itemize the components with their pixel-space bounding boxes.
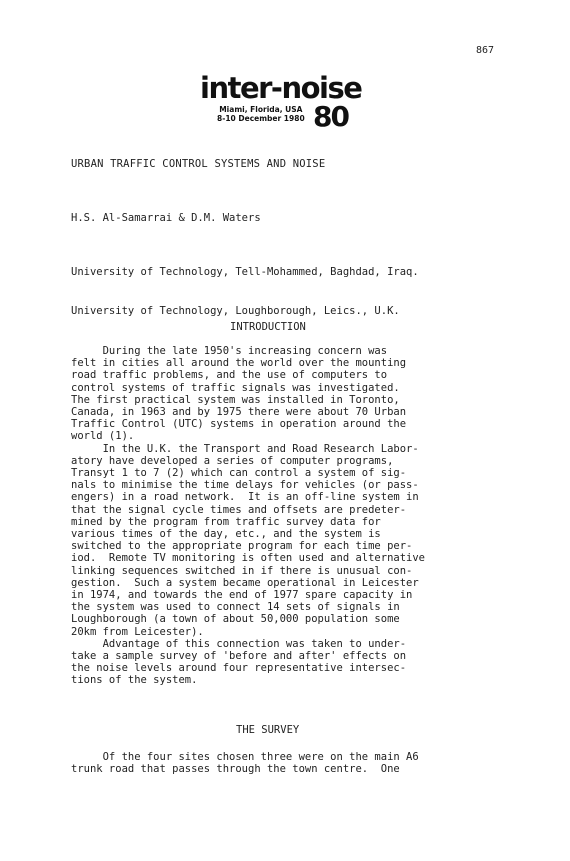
text-line: Transyt 1 to 7 (2) which can control a system of sig- <box>71 467 407 480</box>
logo-subtitle <box>217 105 305 123</box>
text-line: atory have developed a series of computer programs, <box>71 454 394 467</box>
text-line: control systems of traffic signals was investigated. <box>71 381 400 394</box>
text-line: road traffic problems, and the use of computers to <box>71 369 388 382</box>
text-line: various times of the day, etc., and the system is <box>71 528 381 541</box>
text-line: world (1). <box>71 430 135 443</box>
logo-year: 80 <box>313 100 348 133</box>
page-number: 867 <box>475 45 494 56</box>
logo-wordmark: inter-noise <box>200 71 362 105</box>
text-line: During the late 1950's increasing concern was <box>71 345 388 357</box>
text-line: trunk road that passes through the town centre. One <box>71 763 400 776</box>
logo-dates: 8-10 December 1980 <box>217 114 305 123</box>
text-line: the noise levels around four representative intersec- <box>71 662 407 675</box>
text-line: In the U.K. the Transport and Road Research Labor- <box>71 442 419 455</box>
affiliation-line: University of Technology, Loughborough, Leics., U.K. <box>71 305 400 317</box>
text-line: the system was used to connect 14 sets of signals in <box>71 601 400 614</box>
conference-logo <box>200 72 370 134</box>
text-line: iod. Remote TV monitoring is often used and alternative <box>71 552 426 565</box>
text-line: switched to the appropriate program for each time per- <box>71 540 413 553</box>
introduction-body <box>71 345 425 687</box>
text-line: Advantage of this connection was taken to under- <box>71 637 407 650</box>
text-line: engers) in a road network. It is an off-line system in <box>71 491 419 504</box>
paper-title: URBAN TRAFFIC CONTROL SYSTEMS AND NOISE <box>71 158 326 170</box>
paper-affiliations <box>71 240 419 331</box>
text-line: 20km from Leicester). <box>71 625 204 638</box>
text-line: take a sample survey of 'before and after' effects on <box>71 650 407 663</box>
logo-location: Miami, Florida, USA <box>219 105 303 114</box>
text-line: Canada, in 1963 and by 1975 there were about 70 Urban <box>71 406 407 419</box>
text-line: The first practical system was installed in Toronto, <box>71 393 400 406</box>
text-line: mined by the program from traffic survey data for <box>71 515 381 528</box>
text-line: felt in cities all around the world over the mounting <box>71 357 407 370</box>
section-heading-survey: THE SURVEY <box>236 724 300 736</box>
text-line: linking sequences switched in if there is unusual con- <box>71 564 413 577</box>
survey-body <box>71 751 419 775</box>
text-line: Loughborough (a town of about 50,000 population some <box>71 613 400 626</box>
affiliation-line: University of Technology, Tell-Mohammed, Baghdad, Iraq. <box>71 266 419 278</box>
section-heading-introduction: INTRODUCTION <box>230 321 306 333</box>
text-line: Of the four sites chosen three were on the main A6 <box>71 751 419 763</box>
text-line: nals to minimise the time delays for vehicles (or pass- <box>71 479 419 492</box>
text-line: Traffic Control (UTC) systems in operation around the <box>71 418 407 431</box>
text-line: in 1974, and towards the end of 1977 spare capacity in <box>71 589 413 602</box>
text-line: that the signal cycle times and offsets are predeter- <box>71 503 407 516</box>
paper-authors: H.S. Al-Samarrai & D.M. Waters <box>71 212 261 224</box>
text-line: gestion. Such a system became operational in Leicester <box>71 576 419 589</box>
text-line: tions of the system. <box>71 674 198 687</box>
